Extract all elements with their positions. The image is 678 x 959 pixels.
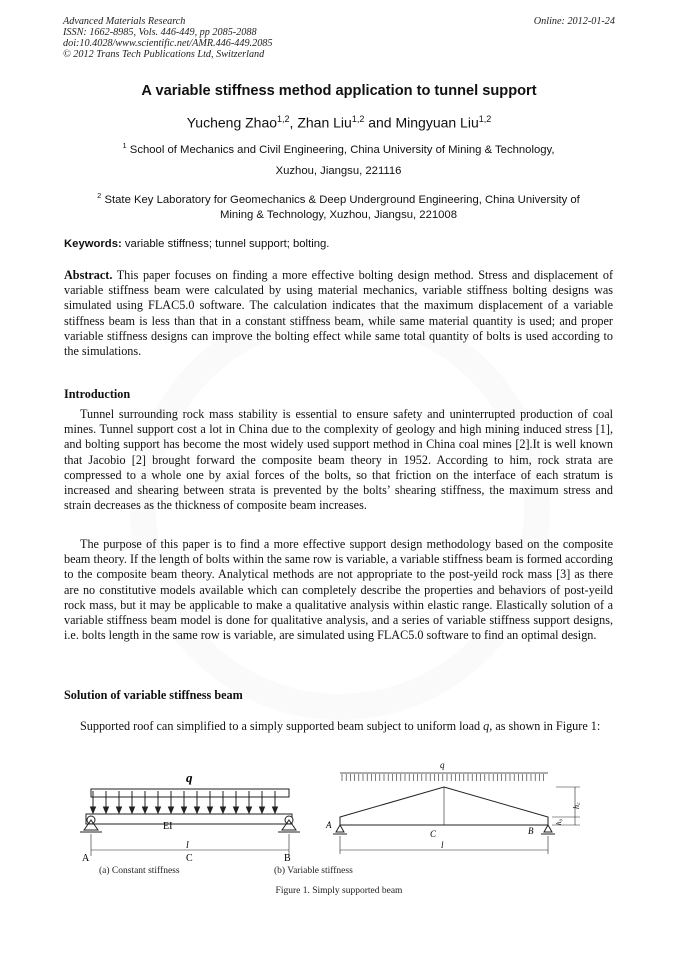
fig-a-ei-label: EI (163, 821, 173, 832)
load-variable: q (483, 719, 490, 733)
intro-paragraph-1: Tunnel surrounding rock mass stability is essential to ensure safety and uninterrupted production of coal mines. Tunnel support cost a lot in China due to the complexity of geology and high mining induced stress [1], and bolting support has become the most widely used support method in China coal mines [2].It is well known that Jacobio [2] brought forward the composite beam theory in 1952. According to him, rock strata are compressed to a whole one by axial forces of the bolts, so that friction on the interface of each stratum is increased and shearing between strata is prevented by the bolts’ shearing stiffness, the maximum stress and strain decreases as the thickness of composite beam increases. (64, 407, 613, 513)
load-arrowhead (260, 807, 265, 813)
load-arrowhead (234, 807, 239, 813)
author-affiliation: 1,2 (351, 114, 365, 124)
introduction-heading: Introduction (64, 387, 131, 401)
fig-a-caption: (a) Constant stiffness (99, 866, 180, 876)
author-affiliation: 1,2 (478, 114, 492, 124)
load-arrowhead (104, 807, 109, 813)
fig-b-caption: (b) Variable stiffness (274, 866, 353, 876)
affiliation-number: 1 (122, 141, 127, 150)
affiliation-2 (64, 188, 613, 223)
affiliation-number: 2 (97, 191, 102, 200)
fig-a-load-arrows (91, 791, 278, 813)
fig-a-B-label: B (284, 853, 291, 864)
author-name: Yucheng Zhao (186, 114, 278, 131)
fig-b-q-label: q (440, 760, 445, 770)
author-separator: , (289, 114, 298, 131)
fig-a-C-label: C (186, 853, 193, 864)
affiliation-line: Xuzhou, Jiangsu, 221116 (275, 164, 402, 177)
figure-1b-beam (325, 760, 581, 854)
keywords-label: Keywords: (64, 238, 122, 250)
load-arrowhead (182, 807, 187, 813)
abstract-text: This paper focuses on finding a more effective bolting design method. Stress and displacement of variable stiffness beam were calculated by using material mechanics, variable stiffness bolting designs was simulated using FLAC5.0 software. The calculation indicates that the maximum displacement of a variable stiffness beam is less than that in a constant stiffness beam, while same material quantity is used; and proper variable stiffness designs can improve the bolting effect while same total quantity of bolts is used according to the simulations. (64, 268, 613, 359)
intro-paragraph-2: The purpose of this paper is to find a more effective support design methodology based on the composite beam theory. If the length of bolts within the same row is variable, a variable stiffness beam is formed according to the composite beam theory. Analytical methods are not appropriate to the post-yeild rock mass [3] as there are no constitutive models available which can completely describe the properties and behaviors of post-yeild rock mass, but it may be applicable to make a qualitative analysis within elastic range. Elastically solution of a variable stiffness beam model is done for qualitative analysis, and a series of variable stiffness support designs, i.e. bolts length in the same row is variable, are simulated using FLAC5.0 software to find an optimal design. (64, 537, 613, 643)
fig-b-C-label: C (430, 829, 437, 839)
journal-name: Advanced Materials Research (63, 16, 186, 27)
load-arrowhead (156, 807, 161, 813)
load-arrowhead (169, 807, 174, 813)
load-arrowhead (130, 807, 135, 813)
load-arrowhead (117, 807, 122, 813)
author-name: Zhan Liu (297, 114, 352, 131)
solution-text: Supported roof can simplified to a simply supported beam subject to uniform load (80, 719, 484, 733)
fig-b-load-arrows (342, 774, 544, 781)
solution-paragraph (64, 714, 613, 738)
online-date: Online: 2012-01-24 (533, 16, 615, 27)
author-name: Mingyuan Liu (395, 114, 479, 131)
fig-b-hc-label: h꜀ (572, 802, 581, 809)
fig-b-h0-label: h₀ (555, 819, 563, 825)
doi-link[interactable]: doi:10.4028/www.scientific.net/AMR.446-449.2085 (63, 38, 273, 49)
fig-a-l-label: l (186, 840, 189, 851)
load-arrowhead (208, 807, 213, 813)
affiliation-line: Mining & Technology, Xuzhou, Jiangsu, 221008 (220, 208, 457, 221)
issn: ISSN: 1662-8985, Vols. 446-449, pp 2085-2088 (63, 27, 257, 38)
fig-b-A-label: A (326, 820, 332, 830)
load-arrowhead (221, 807, 226, 813)
fig-b-B-label: B (528, 826, 534, 836)
fig-a-q-label: q (186, 770, 193, 785)
load-arrowhead (273, 807, 278, 813)
affiliation-line: State Key Laboratory for Geomechanics & Deep Underground Engineering, China University of (104, 193, 580, 206)
author-affiliation: 1,2 (277, 114, 290, 124)
abstract (64, 268, 613, 359)
keywords (64, 238, 329, 250)
copyright: © 2012 Trans Tech Publications Ltd, Switzerland (63, 49, 265, 60)
affiliation-1 (64, 138, 613, 179)
paper-title: A variable stiffness method application to tunnel support (141, 83, 537, 99)
load-arrowhead (143, 807, 148, 813)
figure-caption: Figure 1. Simply supported beam (275, 886, 403, 896)
abstract-label: Abstract. (64, 268, 113, 282)
keywords-text: variable stiffness; tunnel support; bolting. (124, 238, 330, 250)
load-arrowhead (91, 807, 96, 813)
load-arrowhead (195, 807, 200, 813)
fig-b-l-label: l (441, 840, 444, 850)
fig-a-A-label: A (82, 853, 90, 864)
solution-heading: Solution of variable stiffness beam (64, 688, 243, 702)
affiliation-line: School of Mechanics and Civil Engineering, China University of Mining & Technology, (129, 143, 555, 156)
figure-1a-beam (80, 770, 300, 864)
load-arrowhead (247, 807, 252, 813)
solution-text: , as shown in Figure 1: (489, 719, 601, 733)
author-separator: and (364, 114, 396, 131)
figure-1a-diagram (0, 760, 678, 900)
figure-1 (0, 760, 678, 900)
author-list (0, 114, 678, 131)
